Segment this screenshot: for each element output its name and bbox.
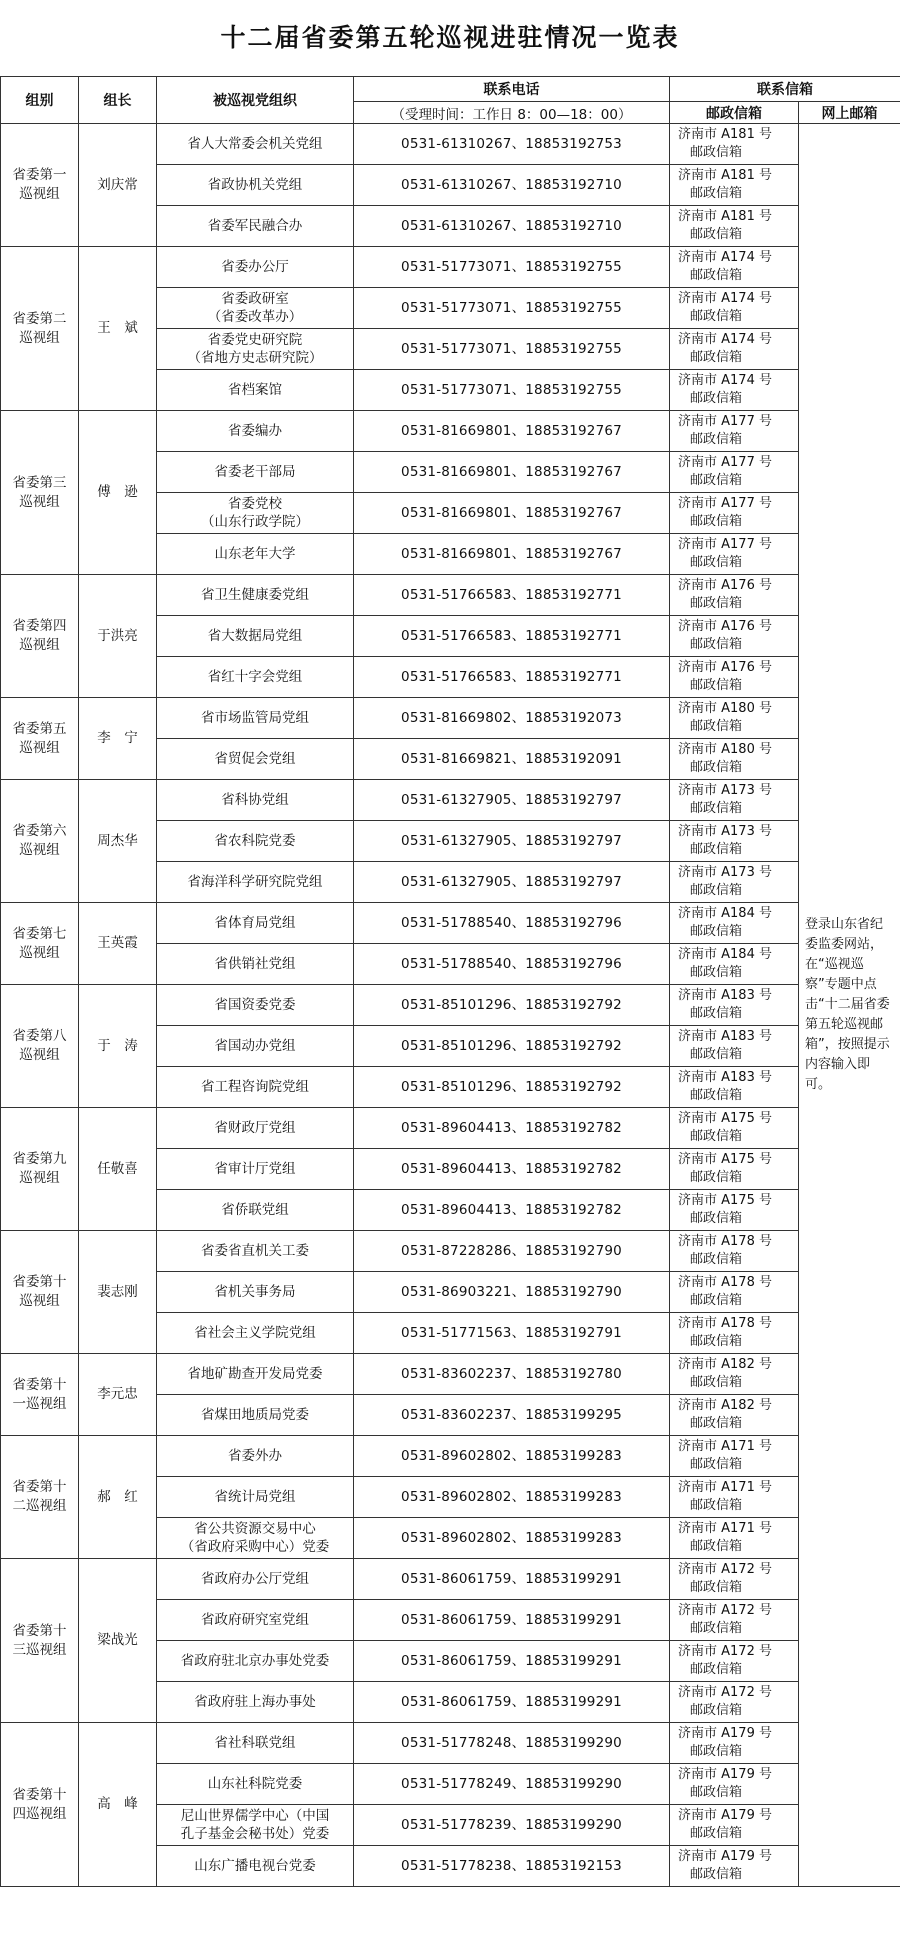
contact-phone: 0531-89604413、18853192782 (354, 1108, 670, 1149)
postal-address: 济南市 A176 号 (678, 578, 772, 593)
postal-mailbox (670, 1559, 799, 1600)
postal-address: 济南市 A171 号 (678, 1521, 772, 1536)
inspected-org: 省政协机关党组 (157, 165, 354, 206)
postal-address: 济南市 A179 号 (678, 1767, 772, 1782)
group-leader: 周杰华 (79, 780, 157, 903)
postal-suffix: 邮政信箱 (690, 186, 743, 201)
postal-mailbox (670, 247, 799, 288)
postal-mailbox (670, 1108, 799, 1149)
postal-mailbox (670, 1395, 799, 1436)
table-row (1, 1108, 900, 1149)
group-leader: 于 涛 (79, 985, 157, 1108)
postal-address: 济南市 A178 号 (678, 1234, 772, 1249)
postal-mailbox (670, 452, 799, 493)
contact-phone: 0531-51788540、18853192796 (354, 944, 670, 985)
contact-phone: 0531-89602802、18853199283 (354, 1518, 670, 1559)
postal-suffix: 邮政信箱 (690, 1498, 743, 1513)
inspected-org: 省统计局党组 (157, 1477, 354, 1518)
postal-address: 济南市 A179 号 (678, 1849, 772, 1864)
postal-suffix: 邮政信箱 (690, 1580, 743, 1595)
inspected-org: 省工程咨询院党组 (157, 1067, 354, 1108)
group-name: 省委第二 巡视组 (1, 247, 79, 411)
postal-address: 济南市 A175 号 (678, 1193, 772, 1208)
inspected-org: 省机关事务局 (157, 1272, 354, 1313)
contact-phone: 0531-51766583、18853192771 (354, 657, 670, 698)
table-row (1, 1231, 900, 1272)
group-name: 省委第十 二巡视组 (1, 1436, 79, 1559)
postal-mailbox (670, 616, 799, 657)
group-leader: 梁战光 (79, 1559, 157, 1723)
postal-suffix: 邮政信箱 (690, 1252, 743, 1267)
postal-suffix: 邮政信箱 (690, 1621, 743, 1636)
inspected-org: 省委编办 (157, 411, 354, 452)
postal-mailbox (670, 903, 799, 944)
contact-phone: 0531-61310267、18853192710 (354, 165, 670, 206)
group-leader: 王 斌 (79, 247, 157, 411)
inspected-org: 省政府研究室党组 (157, 1600, 354, 1641)
contact-phone: 0531-61327905、18853192797 (354, 862, 670, 903)
table-row (1, 124, 900, 165)
contact-phone: 0531-89602802、18853199283 (354, 1477, 670, 1518)
postal-suffix: 邮政信箱 (690, 432, 743, 447)
postal-suffix: 邮政信箱 (690, 350, 743, 365)
postal-mailbox (670, 370, 799, 411)
contact-phone: 0531-81669821、18853192091 (354, 739, 670, 780)
inspected-org: 省委外办 (157, 1436, 354, 1477)
inspected-org: 省红十字会党组 (157, 657, 354, 698)
postal-address: 济南市 A171 号 (678, 1439, 772, 1454)
postal-address: 济南市 A180 号 (678, 701, 772, 716)
postal-suffix: 邮政信箱 (690, 760, 743, 775)
postal-suffix: 邮政信箱 (690, 1375, 743, 1390)
postal-suffix: 邮政信箱 (690, 1867, 743, 1882)
postal-address: 济南市 A184 号 (678, 906, 772, 921)
postal-mailbox (670, 1477, 799, 1518)
postal-suffix: 邮政信箱 (690, 1006, 743, 1021)
postal-mailbox (670, 985, 799, 1026)
postal-suffix: 邮政信箱 (690, 801, 743, 816)
contact-phone: 0531-85101296、18853192792 (354, 1026, 670, 1067)
group-name: 省委第十 三巡视组 (1, 1559, 79, 1723)
inspected-org: 省国资委党委 (157, 985, 354, 1026)
postal-mailbox (670, 1354, 799, 1395)
contact-phone: 0531-51778239、18853199290 (354, 1805, 670, 1846)
inspected-org: 省委省直机关工委 (157, 1231, 354, 1272)
header-online: 网上邮箱 (799, 102, 900, 124)
inspected-org: 省委政研室 （省委改革办） (157, 288, 354, 329)
group-name: 省委第十 四巡视组 (1, 1723, 79, 1887)
postal-address: 济南市 A172 号 (678, 1603, 772, 1618)
inspected-org: 省社科联党组 (157, 1723, 354, 1764)
inspected-org: 省政府驻上海办事处 (157, 1682, 354, 1723)
table-row (1, 1559, 900, 1600)
inspected-org: 省卫生健康委党组 (157, 575, 354, 616)
postal-address: 济南市 A178 号 (678, 1316, 772, 1331)
postal-suffix: 邮政信箱 (690, 924, 743, 939)
group-name: 省委第十 巡视组 (1, 1231, 79, 1354)
contact-phone: 0531-86903221、18853192790 (354, 1272, 670, 1313)
postal-address: 济南市 A174 号 (678, 373, 772, 388)
table-row (1, 903, 900, 944)
postal-mailbox (670, 493, 799, 534)
contact-phone: 0531-83602237、18853199295 (354, 1395, 670, 1436)
contact-phone: 0531-51773071、18853192755 (354, 329, 670, 370)
contact-phone: 0531-51771563、18853192791 (354, 1313, 670, 1354)
group-name: 省委第十 一巡视组 (1, 1354, 79, 1436)
group-leader: 裴志刚 (79, 1231, 157, 1354)
contact-phone: 0531-81669801、18853192767 (354, 411, 670, 452)
postal-suffix: 邮政信箱 (690, 1744, 743, 1759)
inspected-org: 省档案馆 (157, 370, 354, 411)
group-leader: 任敬喜 (79, 1108, 157, 1231)
contact-phone: 0531-51778248、18853199290 (354, 1723, 670, 1764)
postal-suffix: 邮政信箱 (690, 637, 743, 652)
inspected-org: 省公共资源交易中心 （省政府采购中心）党委 (157, 1518, 354, 1559)
postal-address: 济南市 A182 号 (678, 1357, 772, 1372)
online-mailbox-instructions: 登录山东省纪委监委网站，在“巡视巡察”专题中点击“十二届省委第五轮巡视邮箱”，按照提示内容输入即可。 (799, 124, 900, 1887)
group-name: 省委第八 巡视组 (1, 985, 79, 1108)
postal-mailbox (670, 1313, 799, 1354)
postal-mailbox (670, 1764, 799, 1805)
contact-phone: 0531-51778238、18853192153 (354, 1846, 670, 1887)
header-org: 被巡视党组织 (157, 77, 354, 124)
contact-phone: 0531-51773071、18853192755 (354, 247, 670, 288)
contact-phone: 0531-61327905、18853192797 (354, 780, 670, 821)
postal-mailbox (670, 411, 799, 452)
postal-suffix: 邮政信箱 (690, 1826, 743, 1841)
postal-address: 济南市 A180 号 (678, 742, 772, 757)
postal-address: 济南市 A184 号 (678, 947, 772, 962)
postal-address: 济南市 A172 号 (678, 1562, 772, 1577)
postal-address: 济南市 A175 号 (678, 1152, 772, 1167)
contact-phone: 0531-86061759、18853199291 (354, 1641, 670, 1682)
postal-suffix: 邮政信箱 (690, 309, 743, 324)
postal-suffix: 邮政信箱 (690, 1334, 743, 1349)
inspected-org: 省贸促会党组 (157, 739, 354, 780)
table-row (1, 698, 900, 739)
contact-phone: 0531-61327905、18853192797 (354, 821, 670, 862)
postal-suffix: 邮政信箱 (690, 1293, 743, 1308)
header-phone (354, 77, 670, 102)
contact-phone: 0531-51766583、18853192771 (354, 575, 670, 616)
postal-mailbox (670, 1149, 799, 1190)
inspected-org: 省海洋科学研究院党组 (157, 862, 354, 903)
contact-phone: 0531-85101296、18853192792 (354, 1067, 670, 1108)
contact-phone: 0531-86061759、18853199291 (354, 1559, 670, 1600)
table-body (1, 124, 900, 1887)
postal-address: 济南市 A177 号 (678, 496, 772, 511)
postal-mailbox (670, 739, 799, 780)
postal-mailbox (670, 1518, 799, 1559)
inspected-org: 省大数据局党组 (157, 616, 354, 657)
postal-mailbox (670, 288, 799, 329)
contact-phone: 0531-81669801、18853192767 (354, 452, 670, 493)
inspected-org: 省社会主义学院党组 (157, 1313, 354, 1354)
group-leader: 李 宁 (79, 698, 157, 780)
inspected-org: 省国动办党组 (157, 1026, 354, 1067)
postal-address: 济南市 A176 号 (678, 660, 772, 675)
postal-address: 济南市 A174 号 (678, 250, 772, 265)
inspected-org: 省侨联党组 (157, 1190, 354, 1231)
postal-mailbox (670, 1067, 799, 1108)
table-row (1, 985, 900, 1026)
group-leader: 郝 红 (79, 1436, 157, 1559)
inspected-org: 省委党史研究院 （省地方史志研究院） (157, 329, 354, 370)
inspection-table (0, 76, 900, 1887)
postal-mailbox (670, 1641, 799, 1682)
postal-address: 济南市 A173 号 (678, 824, 772, 839)
postal-suffix: 邮政信箱 (690, 1211, 743, 1226)
contact-phone: 0531-61310267、18853192753 (354, 124, 670, 165)
table-row (1, 1354, 900, 1395)
table-row (1, 247, 900, 288)
postal-address: 济南市 A177 号 (678, 414, 772, 429)
contact-phone: 0531-87228286、18853192790 (354, 1231, 670, 1272)
contact-phone: 0531-81669801、18853192767 (354, 493, 670, 534)
postal-suffix: 邮政信箱 (690, 555, 743, 570)
group-leader: 于洪亮 (79, 575, 157, 698)
inspected-org: 省委办公厅 (157, 247, 354, 288)
postal-mailbox (670, 534, 799, 575)
group-name: 省委第九 巡视组 (1, 1108, 79, 1231)
postal-suffix: 邮政信箱 (690, 1785, 743, 1800)
postal-suffix: 邮政信箱 (690, 1129, 743, 1144)
table-row (1, 780, 900, 821)
page-title: 十二届省委第五轮巡视进驻情况一览表 (220, 23, 680, 52)
postal-mailbox (670, 575, 799, 616)
postal-mailbox (670, 1682, 799, 1723)
postal-address: 济南市 A173 号 (678, 783, 772, 798)
header-row-1 (1, 77, 900, 102)
postal-suffix: 邮政信箱 (690, 1457, 743, 1472)
table-row (1, 575, 900, 616)
contact-phone: 0531-61310267、18853192710 (354, 206, 670, 247)
postal-suffix: 邮政信箱 (690, 883, 743, 898)
postal-suffix: 邮政信箱 (690, 1047, 743, 1062)
postal-suffix: 邮政信箱 (690, 227, 743, 242)
header-leader: 组长 (79, 77, 157, 124)
postal-address: 济南市 A171 号 (678, 1480, 772, 1495)
group-leader: 刘庆常 (79, 124, 157, 247)
postal-mailbox (670, 1436, 799, 1477)
postal-suffix: 邮政信箱 (690, 391, 743, 406)
group-leader: 高 峰 (79, 1723, 157, 1887)
postal-mailbox (670, 1190, 799, 1231)
postal-suffix: 邮政信箱 (690, 678, 743, 693)
inspected-org: 省农科院党委 (157, 821, 354, 862)
inspected-org: 省政府办公厅党组 (157, 1559, 354, 1600)
inspected-org: 山东老年大学 (157, 534, 354, 575)
postal-mailbox (670, 780, 799, 821)
inspected-org: 省人大常委会机关党组 (157, 124, 354, 165)
postal-address: 济南市 A181 号 (678, 209, 772, 224)
postal-mailbox (670, 1805, 799, 1846)
group-leader: 王英霞 (79, 903, 157, 985)
inspected-org: 省委老干部局 (157, 452, 354, 493)
postal-mailbox (670, 329, 799, 370)
inspected-org: 省政府驻北京办事处党委 (157, 1641, 354, 1682)
postal-address: 济南市 A177 号 (678, 537, 772, 552)
postal-address: 济南市 A183 号 (678, 1029, 772, 1044)
inspected-org: 山东广播电视台党委 (157, 1846, 354, 1887)
postal-suffix: 邮政信箱 (690, 1088, 743, 1103)
inspected-org: 省财政厅党组 (157, 1108, 354, 1149)
postal-suffix: 邮政信箱 (690, 1170, 743, 1185)
inspected-org: 省煤田地质局党委 (157, 1395, 354, 1436)
postal-suffix: 邮政信箱 (690, 473, 743, 488)
contact-phone: 0531-86061759、18853199291 (354, 1682, 670, 1723)
postal-suffix: 邮政信箱 (690, 145, 743, 160)
contact-phone: 0531-86061759、18853199291 (354, 1600, 670, 1641)
postal-suffix: 邮政信箱 (690, 965, 743, 980)
postal-address: 济南市 A173 号 (678, 865, 772, 880)
header-group: 组别 (1, 77, 79, 124)
group-name: 省委第四 巡视组 (1, 575, 79, 698)
postal-address: 济南市 A174 号 (678, 332, 772, 347)
inspected-org: 尼山世界儒学中心（中国 孔子基金会秘书处）党委 (157, 1805, 354, 1846)
postal-mailbox (670, 206, 799, 247)
group-name: 省委第七 巡视组 (1, 903, 79, 985)
contact-phone: 0531-89604413、18853192782 (354, 1149, 670, 1190)
postal-address: 济南市 A183 号 (678, 1070, 772, 1085)
postal-suffix: 邮政信箱 (690, 1416, 743, 1431)
inspected-org: 省委军民融合办 (157, 206, 354, 247)
table-row (1, 411, 900, 452)
contact-phone: 0531-51778249、18853199290 (354, 1764, 670, 1805)
postal-mailbox (670, 1026, 799, 1067)
group-leader: 李元忠 (79, 1354, 157, 1436)
postal-mailbox (670, 657, 799, 698)
inspected-org: 省科协党组 (157, 780, 354, 821)
header-phone-sub: （受理时间：工作日 8：00—18：00） (354, 102, 670, 124)
postal-mailbox (670, 165, 799, 206)
contact-phone: 0531-85101296、18853192792 (354, 985, 670, 1026)
inspected-org: 省市场监管局党组 (157, 698, 354, 739)
contact-phone: 0531-89604413、18853192782 (354, 1190, 670, 1231)
postal-address: 济南市 A175 号 (678, 1111, 772, 1126)
contact-phone: 0531-81669801、18853192767 (354, 534, 670, 575)
postal-address: 济南市 A172 号 (678, 1644, 772, 1659)
inspected-org: 省地矿勘查开发局党委 (157, 1354, 354, 1395)
postal-address: 济南市 A181 号 (678, 168, 772, 183)
group-name: 省委第六 巡视组 (1, 780, 79, 903)
postal-mailbox (670, 698, 799, 739)
contact-phone: 0531-51773071、18853192755 (354, 370, 670, 411)
header-phone-title: 联系电话 (483, 82, 540, 98)
group-name: 省委第五 巡视组 (1, 698, 79, 780)
postal-mailbox (670, 1723, 799, 1764)
postal-address: 济南市 A183 号 (678, 988, 772, 1003)
table-row (1, 1723, 900, 1764)
inspected-org: 省供销社党组 (157, 944, 354, 985)
postal-address: 济南市 A177 号 (678, 455, 772, 470)
inspected-org: 省体育局党组 (157, 903, 354, 944)
postal-suffix: 邮政信箱 (690, 596, 743, 611)
postal-address: 济南市 A179 号 (678, 1808, 772, 1823)
postal-suffix: 邮政信箱 (690, 1662, 743, 1677)
postal-address: 济南市 A176 号 (678, 619, 772, 634)
group-leader: 傅 逊 (79, 411, 157, 575)
postal-mailbox (670, 944, 799, 985)
postal-suffix: 邮政信箱 (690, 514, 743, 529)
postal-suffix: 邮政信箱 (690, 719, 743, 734)
contact-phone: 0531-89602802、18853199283 (354, 1436, 670, 1477)
postal-mailbox (670, 124, 799, 165)
postal-address: 济南市 A181 号 (678, 127, 772, 142)
postal-suffix: 邮政信箱 (690, 1539, 743, 1554)
inspected-org: 省委党校 （山东行政学院） (157, 493, 354, 534)
header-postal: 邮政信箱 (670, 102, 799, 124)
postal-address: 济南市 A178 号 (678, 1275, 772, 1290)
postal-suffix: 邮政信箱 (690, 268, 743, 283)
contact-phone: 0531-81669802、18853192073 (354, 698, 670, 739)
table-row (1, 1436, 900, 1477)
postal-address: 济南市 A182 号 (678, 1398, 772, 1413)
group-name: 省委第一 巡视组 (1, 124, 79, 247)
group-name: 省委第三 巡视组 (1, 411, 79, 575)
postal-address: 济南市 A172 号 (678, 1685, 772, 1700)
postal-mailbox (670, 821, 799, 862)
inspected-org: 山东社科院党委 (157, 1764, 354, 1805)
postal-mailbox (670, 1600, 799, 1641)
inspected-org: 省审计厅党组 (157, 1149, 354, 1190)
postal-address: 济南市 A174 号 (678, 291, 772, 306)
postal-mailbox (670, 1846, 799, 1887)
contact-phone: 0531-51788540、18853192796 (354, 903, 670, 944)
postal-mailbox (670, 862, 799, 903)
contact-phone: 0531-83602237、18853192780 (354, 1354, 670, 1395)
contact-phone: 0531-51773071、18853192755 (354, 288, 670, 329)
contact-phone: 0531-51766583、18853192771 (354, 616, 670, 657)
postal-suffix: 邮政信箱 (690, 1703, 743, 1718)
header-mailbox: 联系信箱 (670, 77, 900, 102)
postal-address: 济南市 A179 号 (678, 1726, 772, 1741)
postal-suffix: 邮政信箱 (690, 842, 743, 857)
postal-mailbox (670, 1231, 799, 1272)
postal-mailbox (670, 1272, 799, 1313)
